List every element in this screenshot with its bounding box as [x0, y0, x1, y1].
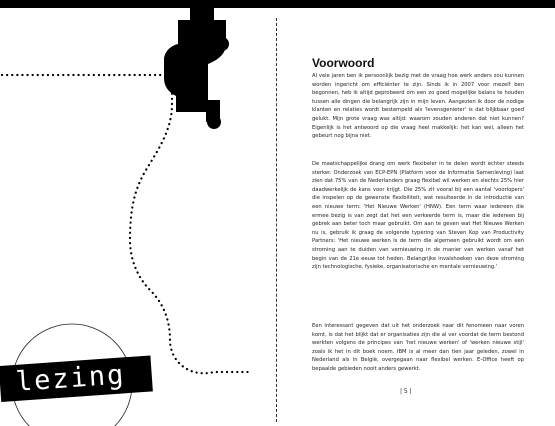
- page-number: | 5 |: [400, 388, 412, 395]
- section-heading: Voorwoord: [312, 56, 375, 70]
- body-paragraph-1: Al vele jaren ben ik persoonlijk bezig met de vraag hoe werk anders zou kunnen worden ingericht om efficiënter te zijn. Sinds ik in 2007 voor mezelf ben begonnen, heb ik altijd geprobeerd om een zo goed mogelijke balans te houden tussen alle dingen die belangrijk zijn in mijn leven. Aangezien ik door de nodige klanten en relaties wordt bestempeld als 'levensgenieter' is dat blijkbaar goed gelukt. Mijn grote vraag was altijd: waarom zouden anderen dat niet kunnen? Eigenlijk is het antwoord op die vraag heel makkelijk: het kan wel, alleen het gebeurt nog bijna niet.: [312, 73, 524, 140]
- body-paragraph-2: De maatschappelijke drang om werk flexibeler in te delen wordt echter steeds sterker. Onderzoek van ECP-EPN (Platform voor de Informatie Samenleving) laat zien dat 75% van de Nederlanders graag flexibel wil werken en slechts 25% hier daadwerkelijk de kans voor krijgt. Die 25% zit vooral bij een aantal 'voorlopers' die inspelen op de gewenste flexibiliteit, wat resulteerde in de introductie van een nieuwe term: 'Het Nieuwe Werken' (HNW). Een term waar iedereen die ermee bezig is van zegt dat het een verkeerde term is, maar die iedereen bij gebrek aan beter toch maar gebruikt. Om aan te geven wat Het Nieuwe Werken nu is, gebruik ik graag de volgende typering van Steven Kop van Productivity Partners: 'Het nieuwe werken is de term die algemeen gebruikt wordt om een stroming aan te duiden van vernieuwing in de manier van werken vanaf het begin van de 21e eeuw tot heden. Belangrijke invalshoeken van deze stroming zijn technologische, fysieke, organisatorische en mentale vernieuwing.': [312, 161, 524, 271]
- lezing-label: lezing: [0, 355, 153, 402]
- left-page: [0, 0, 276, 426]
- car-icon: [164, 8, 229, 129]
- body-paragraph-3: Een interessant gegeven dat uit het onderzoek naar dit fenomeen naar voren komt, is dat het blijkt dat er organisaties zijn die al ver voordat de term bestond werkten volgens de principes van 'het nieuwe werken' of 'werken nieuwe stijl' zoals ik het in dit boek noem. IBM is al meer dan tien jaar geleden, zowel in Nederland als in België, overgegaan naar flexibel werken. E-Office heeft op bepaalde gebieden nooit anders gewerkt.: [312, 323, 524, 372]
- page-gutter-dashed-line: [276, 18, 277, 422]
